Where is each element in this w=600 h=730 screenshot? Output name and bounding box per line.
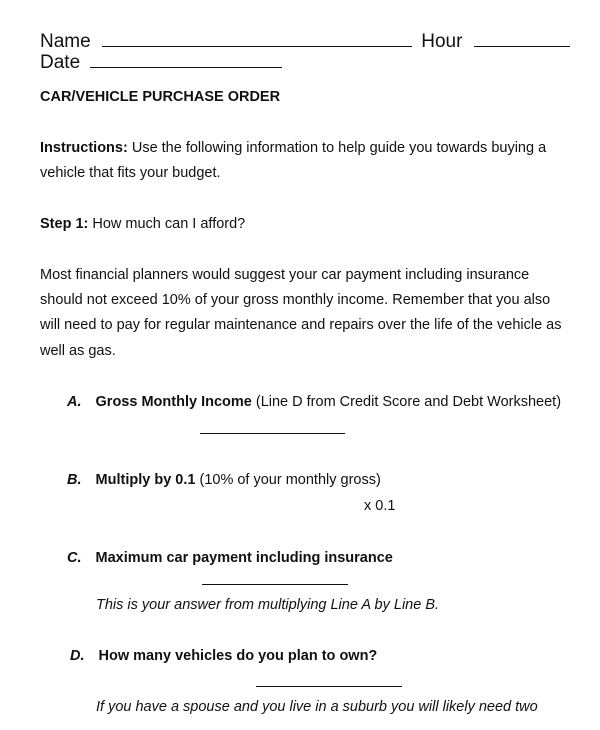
hour-label: Hour	[421, 31, 463, 52]
item-a-answer-line[interactable]	[200, 433, 345, 434]
item-d-letter: D.	[70, 648, 85, 664]
instructions-text-1: Use the following information to help guide you towards buying a	[131, 140, 547, 156]
item-c	[67, 549, 393, 567]
item-a-letter: A.	[67, 394, 82, 410]
date-field[interactable]	[90, 51, 282, 68]
intro-line-3: will need to pay for regular maintenance and repairs over the life of the vehicle as	[40, 317, 562, 333]
intro-line-4: well as gas.	[40, 343, 116, 359]
name-row	[40, 30, 570, 53]
item-b-letter: B.	[67, 472, 82, 488]
item-c-note: This is your answer from multiplying Line A by Line B.	[96, 597, 440, 613]
item-c-letter: C.	[67, 550, 82, 566]
instructions-line-1	[40, 139, 546, 157]
date-label: Date	[40, 52, 81, 73]
name-field[interactable]	[102, 30, 412, 47]
item-d-answer-line[interactable]	[256, 686, 402, 687]
item-b-multiplier: x 0.1	[364, 498, 396, 514]
date-row	[40, 51, 282, 74]
document-title: CAR/VEHICLE PURCHASE ORDER	[40, 89, 281, 105]
item-d-title: How many vehicles do you plan to own?	[98, 648, 378, 664]
item-b	[67, 471, 381, 489]
item-a	[67, 393, 561, 411]
step-1-heading	[40, 215, 245, 233]
item-b-detail: (10% of your monthly gross)	[199, 472, 381, 488]
item-a-detail: (Line D from Credit Score and Debt Worksheet)	[255, 394, 562, 410]
intro-line-2: should not exceed 10% of your gross monthly income. Remember that you also	[40, 292, 551, 308]
item-c-title: Maximum car payment including insurance	[95, 550, 393, 566]
instructions-label: Instructions:	[40, 140, 128, 156]
item-d-note: If you have a spouse and you live in a suburb you will likely need two	[96, 699, 538, 715]
step-1-question: How much can I afford?	[92, 216, 246, 232]
item-d	[70, 647, 377, 665]
instructions-line-2: vehicle that fits your budget.	[40, 165, 221, 181]
item-a-title: Gross Monthly Income	[95, 394, 252, 410]
hour-field[interactable]	[474, 30, 570, 47]
item-c-answer-line[interactable]	[202, 584, 348, 585]
step-1-label: Step 1:	[40, 216, 89, 232]
intro-line-1: Most financial planners would suggest your car payment including insurance	[40, 267, 530, 283]
item-b-title: Multiply by 0.1	[95, 472, 196, 488]
name-label: Name	[40, 31, 91, 52]
